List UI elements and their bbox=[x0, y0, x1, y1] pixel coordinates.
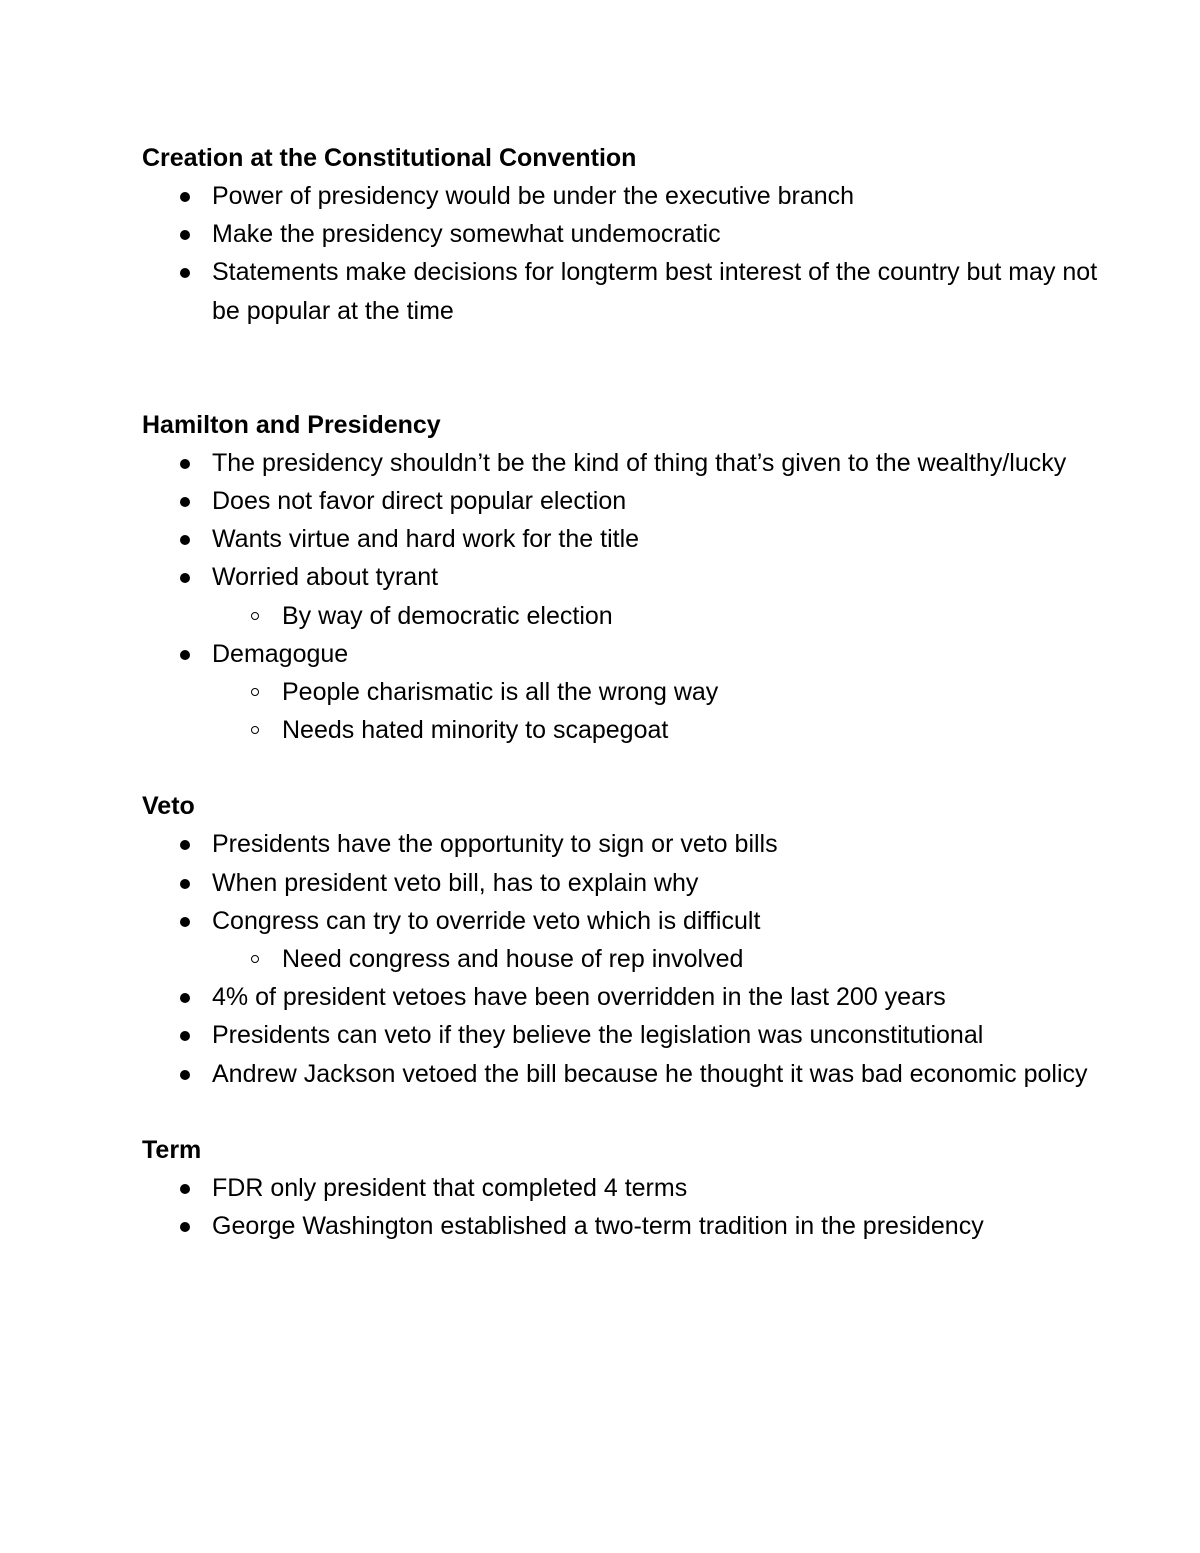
list-item-text: Presidents can veto if they believe the legislation was unconstitutional bbox=[212, 1021, 984, 1050]
sub-bullet-list bbox=[212, 673, 1102, 749]
list-item bbox=[142, 978, 1102, 1016]
sub-list-item bbox=[142, 597, 1102, 635]
list-item-text: 4% of president vetoes have been overridden in the last 200 years bbox=[212, 983, 946, 1012]
section-heading: Veto bbox=[142, 792, 195, 821]
section-term bbox=[142, 1131, 1102, 1245]
sub-list-item-text: Need congress and house of rep involved bbox=[282, 945, 744, 974]
sub-list-item bbox=[142, 711, 1102, 749]
bullet-icon bbox=[180, 840, 190, 850]
list-item bbox=[142, 558, 1102, 634]
bullet-icon bbox=[180, 650, 190, 660]
list-item-text: The presidency shouldn’t be the kind of thing that’s given to the wealthy/lucky bbox=[212, 448, 1067, 477]
bullet-icon bbox=[180, 993, 190, 1003]
document-page bbox=[142, 139, 1102, 1245]
bullet-icon bbox=[180, 1070, 190, 1080]
sub-list-item-text: People charismatic is all the wrong way bbox=[282, 678, 719, 707]
list-item bbox=[142, 1016, 1102, 1054]
list-item-text: Power of presidency would be under the executive branch bbox=[212, 182, 855, 210]
section-heading: Hamilton and Presidency bbox=[142, 410, 441, 439]
list-item-text: Worried about tyrant bbox=[212, 563, 439, 592]
bullet-icon bbox=[180, 230, 190, 240]
list-item-text: Does not favor direct popular election bbox=[212, 487, 627, 516]
list-item bbox=[142, 482, 1102, 520]
list-item-text: FDR only president that completed 4 terms bbox=[212, 1173, 688, 1202]
list-item-text: Presidents have the opportunity to sign or veto bills bbox=[212, 830, 778, 859]
list-item bbox=[142, 253, 1102, 329]
sub-bullet-list bbox=[212, 940, 1102, 978]
sub-list-item-text: By way of democratic election bbox=[282, 601, 613, 630]
sub-list-item-text: Needs hated minority to scapegoat bbox=[282, 716, 669, 745]
bullet-icon bbox=[180, 879, 190, 889]
list-item bbox=[142, 825, 1102, 863]
list-item bbox=[142, 1207, 1102, 1245]
section-creation bbox=[142, 139, 1102, 330]
bullet-list bbox=[142, 177, 1102, 330]
list-item-text: George Washington established a two-term tradition in the presidency bbox=[212, 1212, 984, 1241]
section-veto bbox=[142, 787, 1102, 1092]
list-item bbox=[142, 215, 1102, 253]
bullet-icon bbox=[180, 268, 190, 278]
section-heading: Term bbox=[142, 1135, 202, 1164]
hollow-bullet-icon bbox=[251, 612, 259, 620]
list-item-text: Make the presidency somewhat undemocratic bbox=[212, 220, 721, 249]
list-item bbox=[142, 1169, 1102, 1207]
list-item bbox=[142, 444, 1102, 482]
sub-list-item bbox=[142, 673, 1102, 711]
list-item-text: Andrew Jackson vetoed the bill because he thought it was bad economic policy bbox=[212, 1059, 1088, 1088]
list-item-text: Demagogue bbox=[212, 639, 349, 668]
list-item bbox=[142, 902, 1102, 978]
bullet-list bbox=[142, 1169, 1102, 1245]
list-item-text: Congress can try to override veto which is difficult bbox=[212, 906, 761, 935]
hollow-bullet-icon bbox=[251, 688, 259, 696]
list-item bbox=[142, 635, 1102, 750]
section-heading: Creation at the Constitutional Convention bbox=[142, 144, 637, 172]
sub-list-item bbox=[142, 940, 1102, 978]
bullet-icon bbox=[180, 459, 190, 469]
list-item bbox=[142, 177, 1102, 215]
spacer bbox=[142, 749, 1102, 787]
bullet-list bbox=[142, 444, 1102, 750]
bullet-icon bbox=[180, 917, 190, 927]
list-item bbox=[142, 1055, 1102, 1093]
hollow-bullet-icon bbox=[251, 726, 259, 734]
sub-bullet-list bbox=[212, 597, 1102, 635]
spacer bbox=[142, 330, 1102, 406]
bullet-icon bbox=[180, 1222, 190, 1232]
bullet-icon bbox=[180, 1031, 190, 1041]
section-hamilton bbox=[142, 406, 1102, 750]
hollow-bullet-icon bbox=[251, 955, 259, 963]
bullet-list bbox=[142, 825, 1102, 1092]
bullet-icon bbox=[180, 192, 190, 202]
bullet-icon bbox=[180, 573, 190, 583]
spacer bbox=[142, 1093, 1102, 1131]
list-item-text: When president veto bill, has to explain why bbox=[212, 868, 699, 897]
list-item bbox=[142, 864, 1102, 902]
list-item bbox=[142, 520, 1102, 558]
bullet-icon bbox=[180, 1184, 190, 1194]
bullet-icon bbox=[180, 535, 190, 545]
list-item-text: Wants virtue and hard work for the title bbox=[212, 525, 640, 554]
bullet-icon bbox=[180, 497, 190, 507]
list-item-text: Statements make decisions for longterm best interest of the country but may not be popular at the time bbox=[212, 258, 1098, 325]
